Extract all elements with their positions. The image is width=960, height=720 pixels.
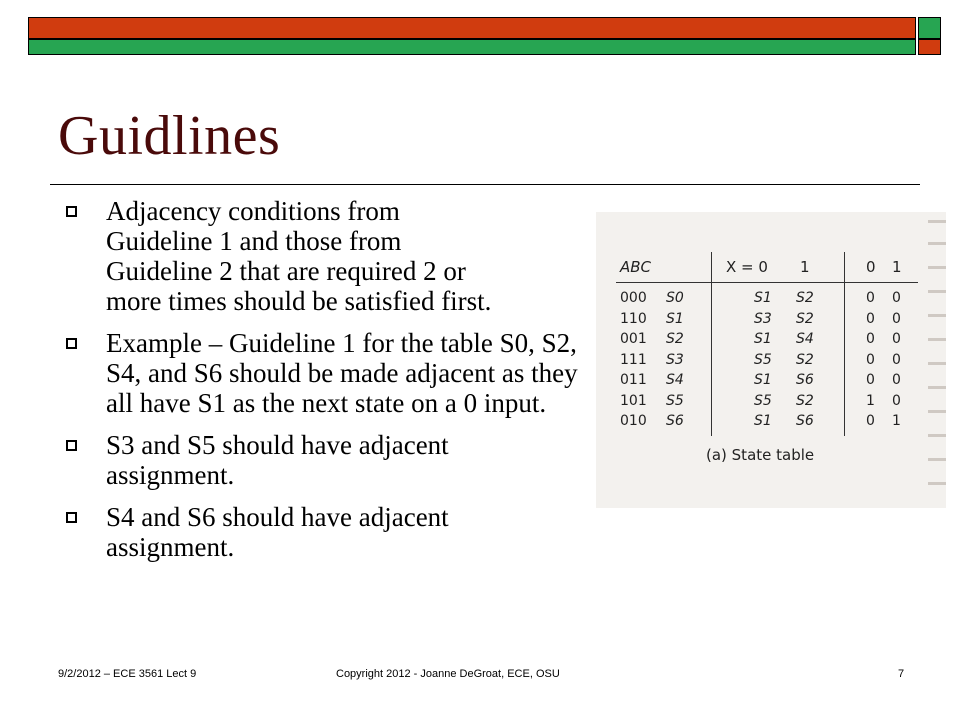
state-table-cell-z1: 0 — [892, 351, 901, 368]
state-table-cell-z0: 0 — [866, 310, 875, 327]
state-table-divider — [844, 252, 845, 436]
state-table-header-z0: 0 — [866, 258, 876, 276]
header-corner-green — [918, 17, 941, 39]
state-table-cell-z0: 1 — [866, 392, 875, 409]
state-table-cell-next0: S1 — [754, 331, 772, 347]
state-table-divider — [711, 252, 712, 436]
square-bullet-icon — [66, 206, 77, 217]
state-table-cell-z0: 0 — [866, 372, 875, 388]
state-table-cell-next0: S1 — [754, 290, 772, 306]
square-bullet-icon — [66, 512, 77, 523]
state-table-cell-next0: S5 — [754, 392, 772, 409]
state-table-cell-z0: 0 — [866, 290, 875, 306]
state-table-cell-abc: 011 — [620, 372, 647, 388]
state-table-header-x0: X = 0 — [726, 258, 768, 276]
state-table-cell-next1: S2 — [796, 310, 814, 327]
state-table-cell-z0: 0 — [866, 331, 875, 347]
state-table-cell-next1: S4 — [796, 331, 814, 347]
state-table-cell-abc: 110 — [620, 310, 647, 327]
square-bullet-icon — [66, 440, 77, 451]
header-bar-red — [28, 17, 916, 39]
state-table-cell-z1: 1 — [892, 413, 901, 429]
state-table-cell-state: S1 — [666, 310, 684, 327]
state-table-cell-next0: S3 — [754, 310, 772, 327]
bullet-text: S4 and S6 should have adjacent assignment. — [106, 502, 449, 562]
bullet-item — [62, 502, 546, 562]
state-table-cell-state: S3 — [666, 351, 684, 368]
state-table-cell-z1: 0 — [892, 392, 901, 409]
state-table-cell-abc: 101 — [620, 392, 647, 409]
state-table-cell-next1: S2 — [796, 290, 814, 306]
state-table-cell-state: S4 — [666, 372, 684, 388]
header-bar-green — [28, 39, 916, 55]
state-table-header-abc: ABC — [620, 258, 652, 276]
state-table-cell-next1: S6 — [796, 372, 814, 388]
bullet-text: Adjacency conditions from Guideline 1 and those from Guideline 2 that are required 2 or more times should be satisfied first. — [106, 196, 492, 316]
state-table-cell-z0: 0 — [866, 351, 875, 368]
state-table-image — [596, 212, 946, 508]
bullet-item — [62, 196, 506, 316]
bullet-text: Example – Guideline 1 for the table S0, S2, S4, and S6 should be made adjacent as they all have S1 as the next state on a 0 input. — [106, 328, 578, 418]
bullet-text: S3 and S5 should have adjacent assignment. — [106, 430, 449, 490]
footer-copyright: Copyright 2012 - Joanne DeGroat, ECE, OSU — [336, 668, 560, 680]
state-table-header-z1: 1 — [892, 258, 902, 276]
state-table-rule — [616, 282, 918, 283]
state-table-header-x1: 1 — [800, 258, 810, 276]
state-table-cell-next1: S6 — [796, 413, 814, 429]
square-bullet-icon — [66, 338, 77, 349]
state-table-cell-abc: 001 — [620, 331, 647, 347]
state-table-cell-abc: 000 — [620, 290, 647, 306]
state-table-cell-next0: S1 — [754, 372, 772, 388]
footer-page-number: 7 — [898, 668, 905, 680]
state-table-cell-z0: 0 — [866, 413, 875, 429]
title-divider — [50, 184, 920, 185]
bullet-list — [62, 196, 592, 574]
state-table-cell-state: S5 — [666, 392, 684, 409]
state-table-cell-z1: 0 — [892, 310, 901, 327]
state-table-cell-state: S2 — [666, 331, 684, 347]
bullet-item — [62, 430, 546, 490]
state-table-cell-z1: 0 — [892, 372, 901, 388]
state-table-cell-next0: S5 — [754, 351, 772, 368]
state-table-cell-state: S6 — [666, 413, 684, 429]
footer-date-course: 9/2/2012 – ECE 3561 Lect 9 — [58, 668, 197, 680]
state-table-cell-state: S0 — [666, 290, 684, 306]
state-table-cell-z1: 0 — [892, 331, 901, 347]
slide-title: Guidlines — [58, 105, 281, 167]
state-table-cell-next1: S2 — [796, 392, 814, 409]
state-table-cell-next0: S1 — [754, 413, 772, 429]
state-table-cell-next1: S2 — [796, 351, 814, 368]
state-table-caption: (a) State table — [706, 446, 815, 464]
header-corner-red — [918, 39, 941, 55]
bullet-item — [62, 328, 606, 418]
state-table-cell-abc: 010 — [620, 413, 647, 429]
state-table-cell-z1: 0 — [892, 290, 901, 306]
state-table-cell-abc: 111 — [620, 351, 647, 368]
